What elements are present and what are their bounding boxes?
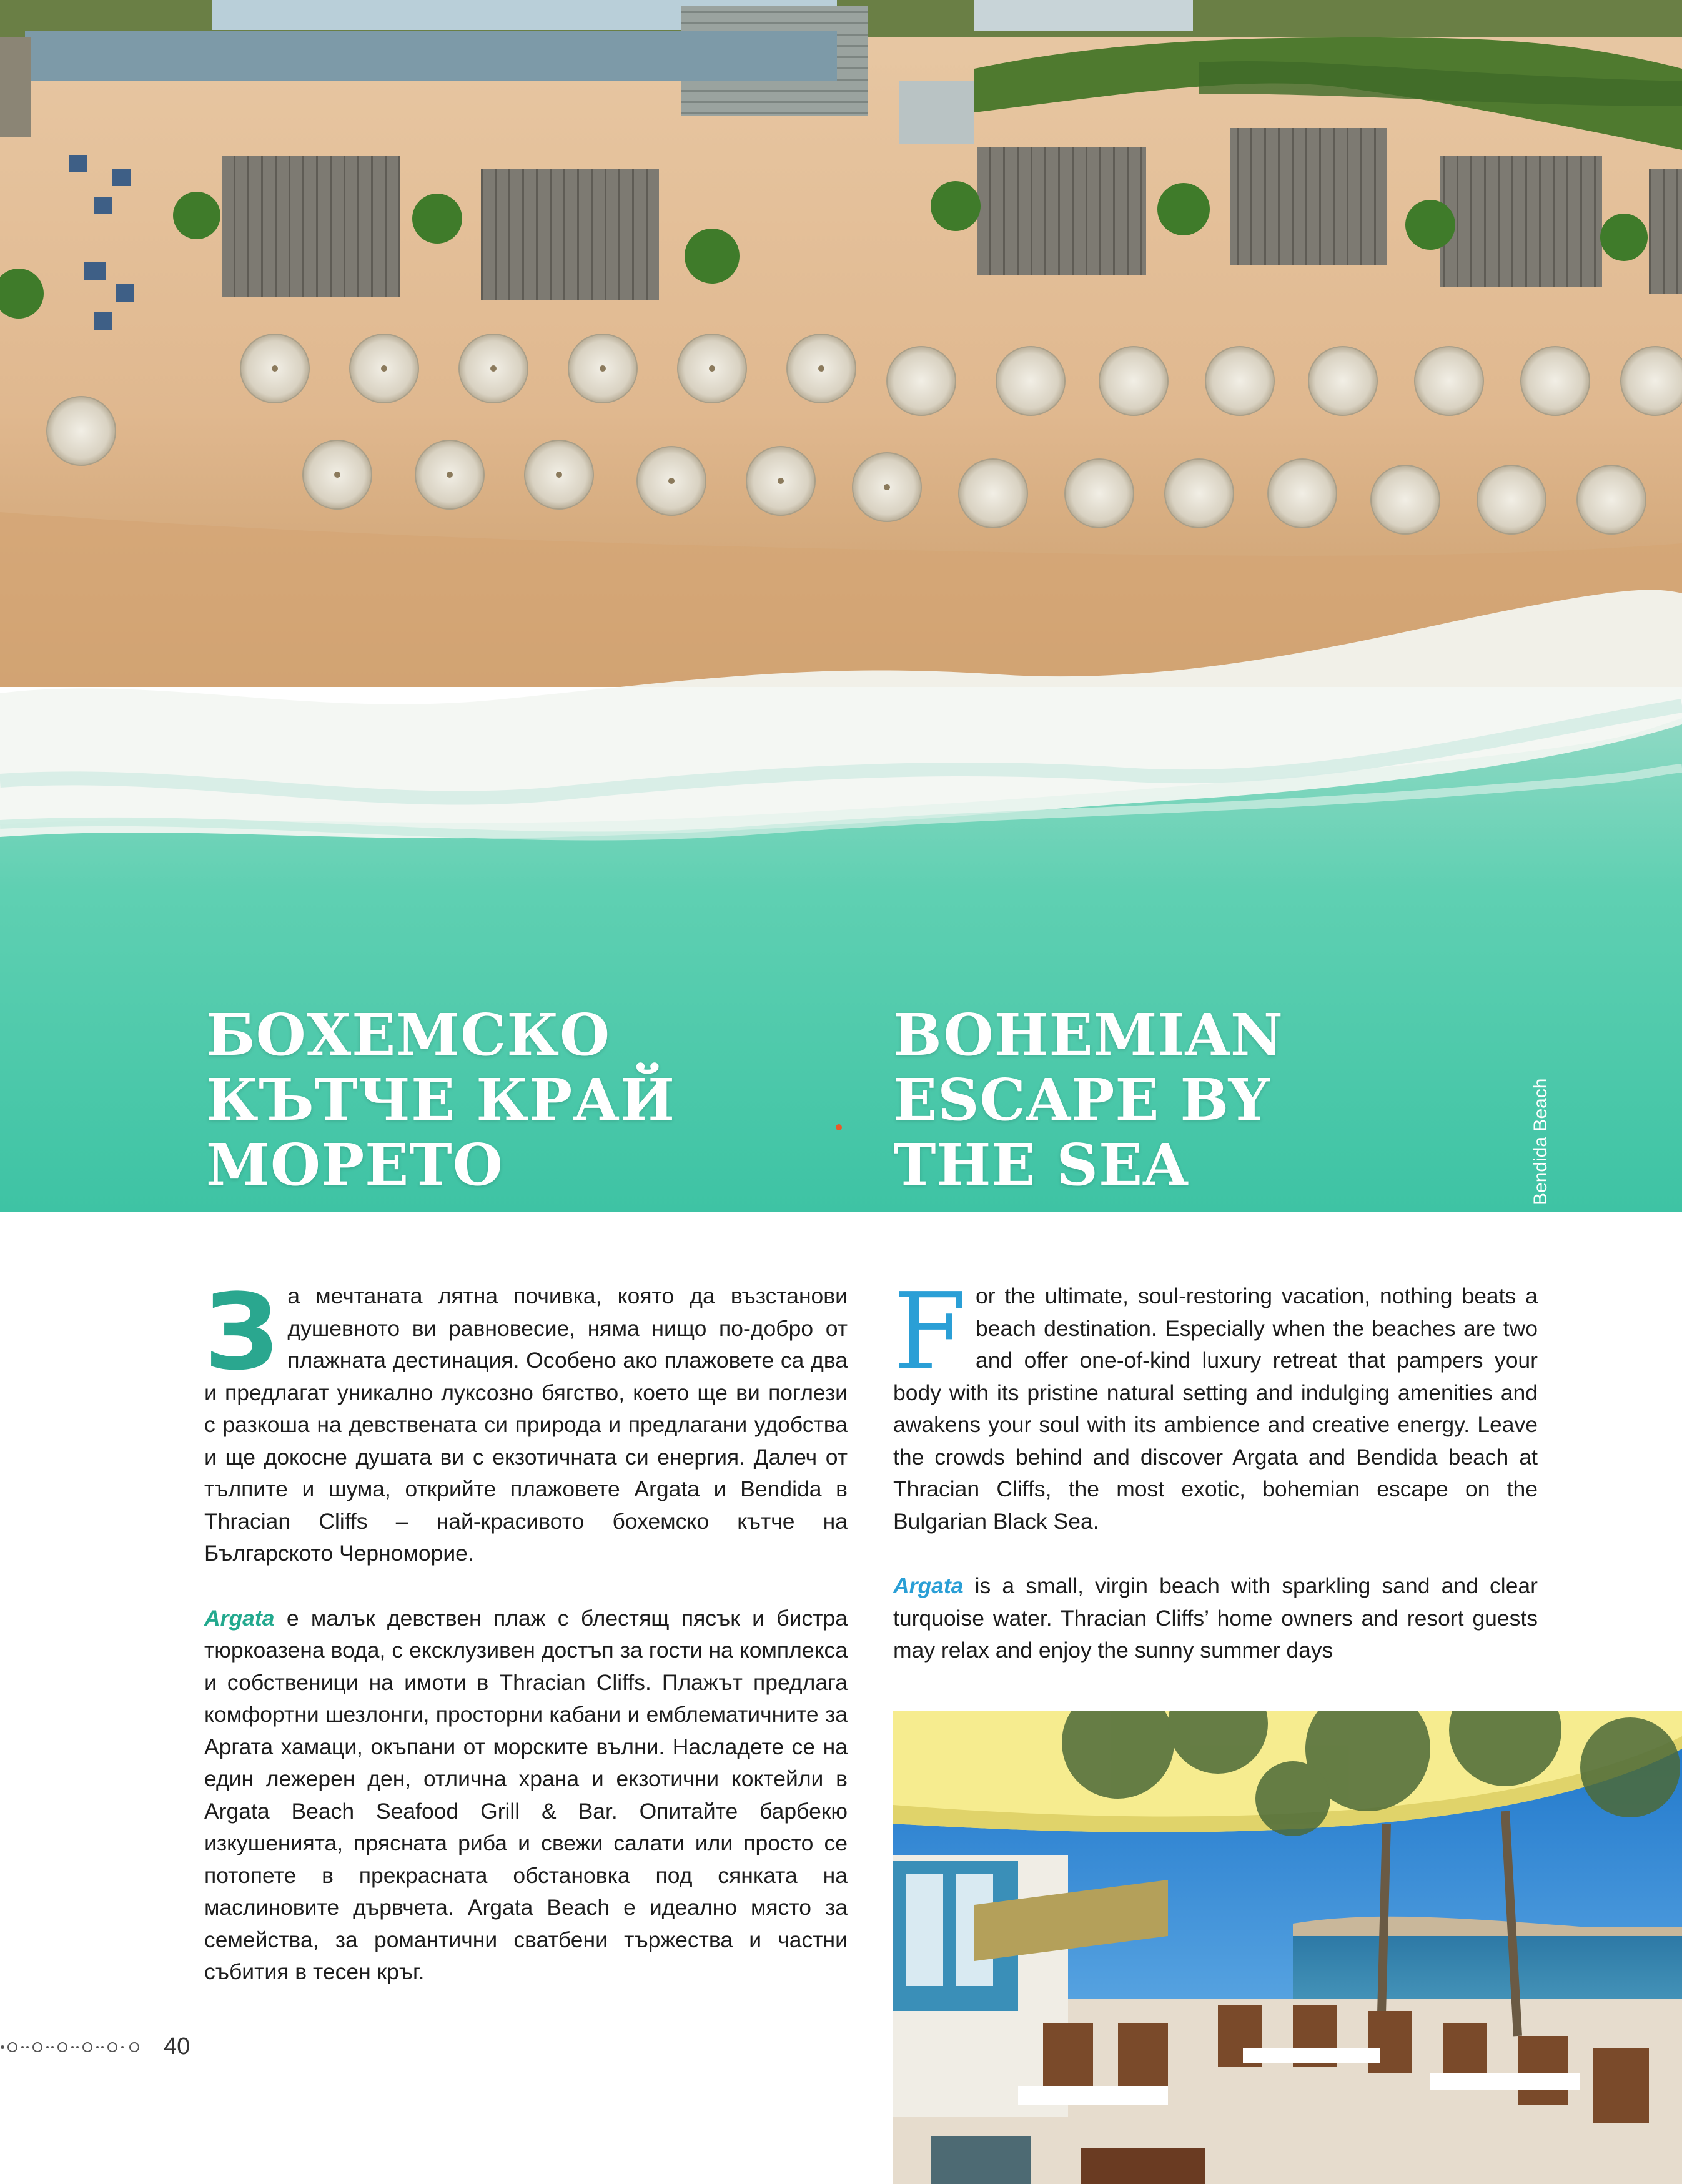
ornament-border-icon [0,2039,145,2055]
headline-bg-line-3: МОРЕТО [206,1131,503,1198]
dropcap-bg: З [204,1271,279,1393]
article-en-paragraph-2 [893,1570,1538,1667]
article-en-paragraph-1 [893,1270,1538,1538]
restaurant-terrace-photo [893,1711,1682,2184]
argata-lead-en: Argata [893,1573,964,1598]
photo-credit: Bendida Beach [1530,1078,1551,1205]
headline-bulgarian [206,1002,675,1197]
article-bg-para1-text: а мечтаната лятна почивка, която да възстанови душевното ви равновесие, няма нищо по-добро от плажната дестинация. Особено ако плажовете са два и предлагат уникално луксозно бягство, което ще ви поглези с разкоша на девствената си природа и предлагани удобства и ще докосне душата ви с екзотичната си енергия. Далеч от тълпите и шума, открийте плажовете Argata и Bendida в Thracian Cliffs – най-красивото бохемско кътче на Българското Черноморие. [204,1283,848,1566]
article-column-bulgarian [204,1271,848,2021]
headline-en-line-1: BOHEMIAN [893,1001,1284,1069]
headline-bg-line-1: БОХЕМСКО [206,1001,611,1069]
article-column-english [893,1270,1538,1699]
page-number: 40 [164,2033,190,2060]
headline-en-line-2: ESCAPE BY [893,1066,1270,1134]
headline-bg-line-2: КЪТЧЕ КРАЙ [206,1066,676,1134]
article-en-para1-text: or the ultimate, soul-restoring vacation, nothing beats a beach destination. Especially when the beaches are two and offer one-of-kind luxury retreat that pampers your body with its pristine natural setting and indulging amenities and awakens your soul with its ambience and creative energy. Leave the crowds behind and discover Argata and Bendida beach at Thracian Cliffs, the most exotic, bohemian escape on the Bulgarian Black Sea. [893,1283,1538,1534]
dropcap-en: F [893,1270,967,1394]
headline-en-line-3: THE SEA [893,1131,1189,1198]
argata-lead-bg: Argata [204,1605,275,1631]
article-bg-paragraph-1 [204,1271,848,1570]
article-en-para2-text: is a small, virgin beach with sparkling sand and clear turquoise water. Thracian Cliffs’ home owners and resort guests may relax and enjoy the sunny summer days [893,1573,1538,1663]
headline-english [893,1002,1284,1197]
article-bg-paragraph-2 [204,1603,848,1989]
article-bg-para2-text: е малък девствен плаж с блестящ пясък и бистра тюркоазена вода, с ексклузивен достъп за гости на комплекса и собственици на имоти в Thracian Cliffs. Плажът предлага комфортни шезлонги, просторни кабани и емблематичните за Аргата хамаци, окъпани от морските вълни. Насладете се на един лежерен ден, отлична храна и екзотични коктейли в Argata Beach Seafood Grill & Bar. Опитайте барбекю изкушенията, прясната риба и свежи салати или просто се потопете в прекрасната обстановка под сянката на маслиновите дървчета. Argata Beach е идеално място за семейства, за романтични сватбени тържества и частни събития в тесен кръг. [204,1605,848,1984]
